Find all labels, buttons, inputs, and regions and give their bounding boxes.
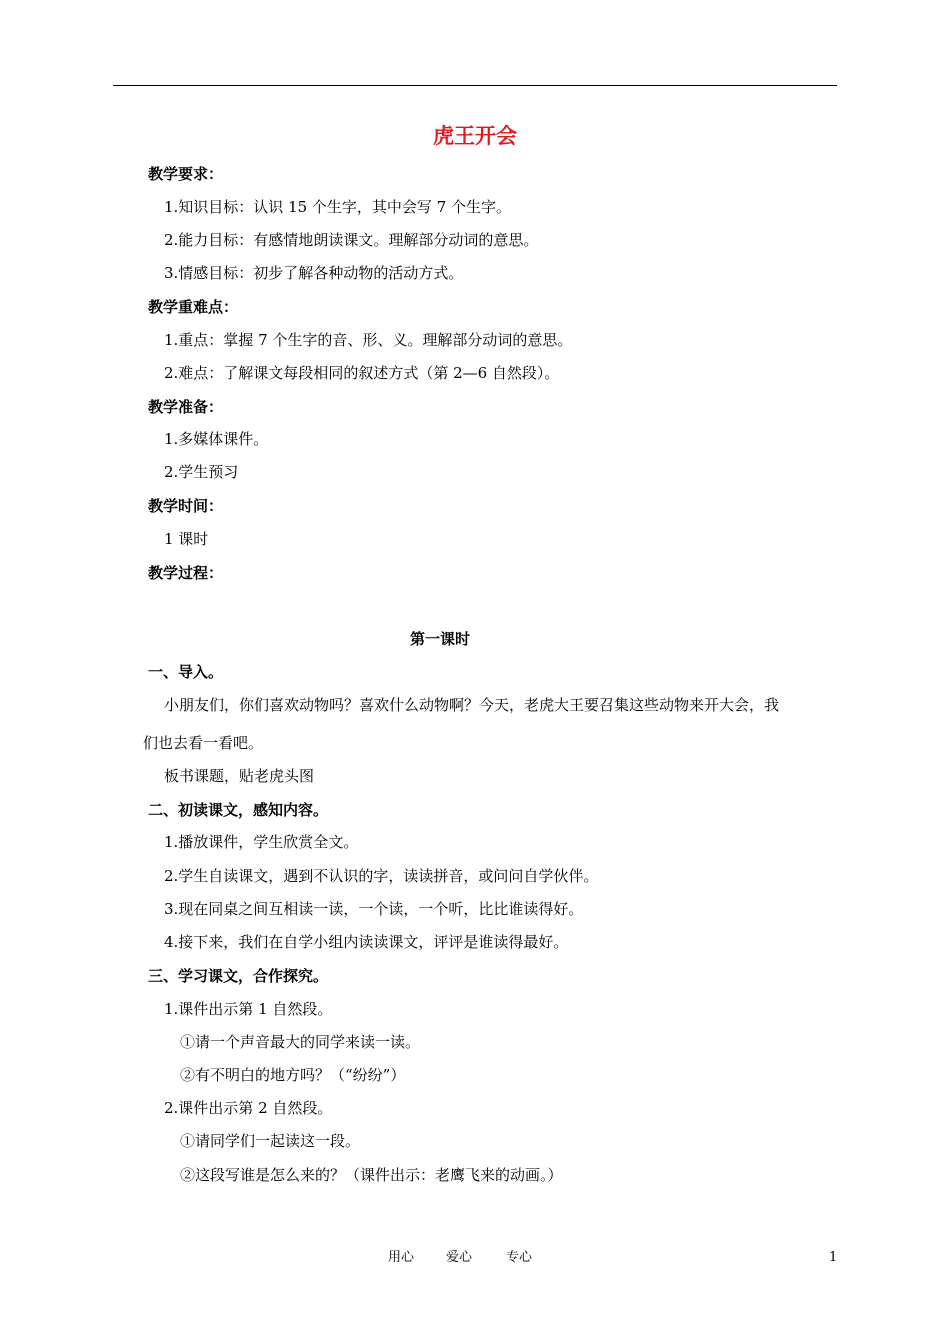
section-heading-requirements: 教学要求： — [148, 165, 224, 183]
page-number: 1 — [829, 1250, 838, 1265]
section-heading-preparation: 教学准备： — [148, 398, 224, 416]
paragraph: 2.课件出示第 2 自然段。 — [164, 1099, 333, 1117]
section-heading-first-reading: 二、初读课文，感知内容。 — [148, 801, 329, 819]
paragraph: 2.难点：了解课文每段相同的叙述方式（第 2—6 自然段）。 — [164, 364, 560, 382]
paragraph: 1 课时 — [164, 530, 209, 548]
section-heading-time: 教学时间： — [148, 497, 224, 515]
section-heading-process: 教学过程： — [148, 564, 224, 582]
lesson-heading: 第一课时 — [409, 630, 470, 648]
paragraph: 1.知识目标：认识 15 个生字，其中会写 7 个生字。 — [164, 198, 512, 216]
paragraph: 2.学生自读课文，遇到不认识的字，读读拼音，或问问自学伙伴。 — [164, 867, 599, 885]
paragraph: ①请一个声音最大的同学来读一读。 — [180, 1033, 421, 1051]
paragraph: 3.情感目标：初步了解各种动物的活动方式。 — [164, 264, 464, 282]
paragraph: 3.现在同桌之间互相读一读，一个读，一个听，比比谁读得好。 — [164, 900, 584, 918]
paragraph: 1.课件出示第 1 自然段。 — [164, 1000, 333, 1018]
paragraph: ②有不明白的地方吗？（“纷纷”） — [180, 1066, 406, 1084]
paragraph: 小朋友们，你们喜欢动物吗？喜欢什么动物啊？今天，老虎大王要召集这些动物来开大会，我 — [164, 696, 780, 714]
paragraph: ②这段写谁是怎么来的？（课件出示：老鹰飞来的动画。） — [180, 1166, 563, 1184]
document-title: 虎王开会 — [433, 124, 517, 148]
section-heading-study: 三、学习课文，合作探究。 — [148, 967, 329, 985]
header-rule — [113, 85, 837, 86]
paragraph: 板书课题，贴老虎头图 — [164, 767, 315, 785]
paragraph: 2.能力目标：有感情地朗读课文。理解部分动词的意思。 — [164, 231, 539, 249]
paragraph: 4.接下来，我们在自学小组内读读课文，评评是谁读得最好。 — [164, 933, 569, 951]
section-heading-intro: 一、导入。 — [148, 663, 224, 681]
paragraph: 1.多媒体课件。 — [164, 430, 269, 448]
section-heading-key-points: 教学重难点： — [148, 298, 239, 316]
footer-text: 用心 — [388, 1250, 415, 1265]
paragraph: 1.播放课件，学生欣赏全文。 — [164, 833, 359, 851]
footer-text: 爱心 — [446, 1250, 473, 1265]
paragraph: 1.重点：掌握 7 个生字的音、形、义。理解部分动词的意思。 — [164, 331, 573, 349]
paragraph: ①请同学们一起读这一段。 — [180, 1132, 361, 1150]
footer-text: 专心 — [506, 1250, 533, 1265]
paragraph: 们也去看一看吧。 — [143, 734, 264, 752]
paragraph: 2.学生预习 — [164, 463, 239, 481]
